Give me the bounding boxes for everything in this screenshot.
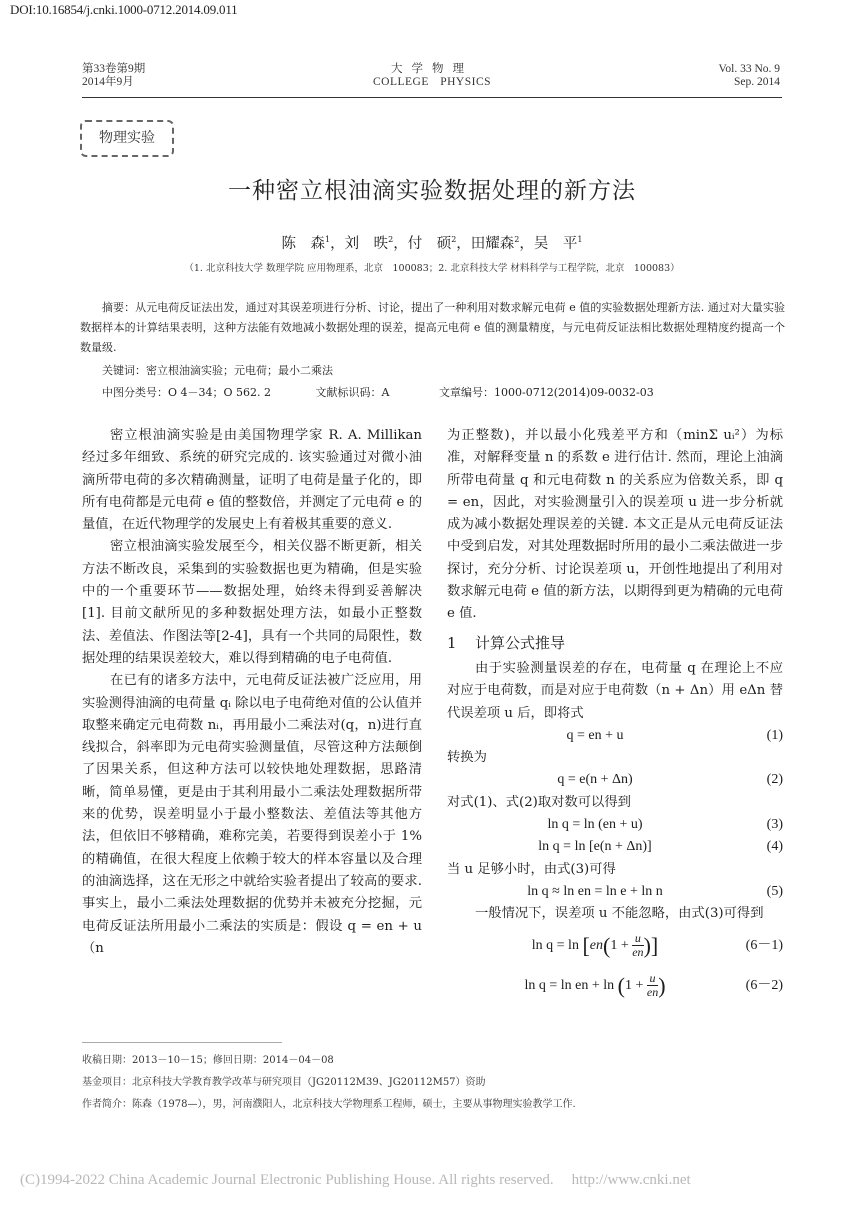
right-column — [447, 425, 783, 1006]
equation-2: q = e(n + Δn) (2) — [447, 769, 783, 791]
issue-info-en — [719, 63, 780, 89]
body-paragraph: 在已有的诸多方法中，元电荷反证法被广泛应用，用实验测得油滴的电荷量 qᵢ 除以电子电荷绝对值的公认值并取整来确定元电荷数 nᵢ，再用最小二乘法对(q，n)进行直线拟合，斜率即为元电荷实验测量值，尽管这种方法颠倒了因果关系，但这种方法可以较快地处理数据，思路清晰，简单易懂，更是由于其利用最小二乘法处理数据所带来的优势，误差明显小于最小整数法、差值法等其他方法，但依旧不够精确，难称完美，若要得到误差小于 1% 的精确值，在很大程度上依赖于较大的样本容量以及合理的油滴选择，这在无形之中就给实验者提出了较高的要求. 事实上，最小二乘法处理数据的优势并未被充分挖掘，元电荷反证法所用最小二乘法的实质是：假设 q = en + u（n — [82, 673, 422, 956]
equation-4: ln q = ln [e(n + Δn)] (4) — [447, 836, 783, 858]
affiliation-mark: 1 — [325, 235, 331, 245]
equation-5: ln q ≈ ln en = ln e + ln n (5) — [447, 881, 783, 903]
copyright-text: (C)1994-2022 China Academic Journal Electronic Publishing House. All rights reserved. — [20, 1172, 554, 1188]
fraction: $\frac{u}{en}$ — [646, 971, 659, 1000]
classification-line — [102, 384, 654, 400]
author-bio: 作者简介：陈森（1978—），男，河南濮阳人，北京科技大学物理系工程师，硕士，主要从事物理实验教学工作. — [82, 1099, 576, 1110]
issue-date-en: Sep. 2014 — [734, 76, 780, 88]
affiliation-mark: 2 — [451, 235, 457, 245]
equation-number: (6－2) — [745, 977, 783, 993]
doi-label: DOI:10.16854/j.cnki.1000-0712.2014.09.011 — [10, 2, 238, 17]
journal-name-cn: 大学物理 — [391, 63, 473, 75]
received-dates: 收稿日期：2013－10－15；修回日期：2014－04－08 — [82, 1055, 334, 1066]
section-title: 计算公式推导 — [475, 633, 566, 652]
journal-name-en: COLLEGE PHYSICS — [372, 76, 492, 88]
affiliation-mark: 2 — [514, 235, 520, 245]
body-text: 对式(1)、式(2)取对数可以得到 — [447, 794, 631, 810]
section-number: 1 — [447, 633, 457, 652]
equation-number: (3) — [766, 817, 783, 833]
volume-issue: 第33卷第9期 — [82, 63, 146, 75]
body-paragraph: 由于实验测量误差的存在，电荷量 q 在理论上不应对应于电荷数，而是对应于电荷数（n + Δn）用 eΔn 替代误差项 u 后，即将式 — [447, 660, 783, 721]
cnki-link[interactable]: http://www.cnki.net — [571, 1172, 691, 1188]
author: 田耀森$^2$ — [470, 235, 520, 252]
body-paragraph: 密立根油滴实验发展至今，相关仪器不断更新，相关方法不断改良，采集到的实验数据也更为精确，但是实验中的一个重要环节——数据处理，始终未得到妥善解决[1]. 目前文献所见的多种数据处理方法，如最小正整数法、差值法、作图法等[2-4]，具有一个共同的局限性，数据处理的结果误差较大，难以得到精确的电子电荷值. — [82, 539, 422, 666]
keywords: 关键词：密立根油滴实验；元电荷；最小二乘法 — [102, 364, 333, 377]
body-text: 当 u 足够小时，由式(3)可得 — [447, 861, 616, 877]
equation-number: (4) — [766, 839, 783, 855]
body-text: 转换为 — [447, 750, 487, 766]
body-text: 一般情况下，误差项 u 不能忽略，由式(3)可得到 — [475, 906, 764, 922]
footnotes — [82, 1050, 576, 1116]
volume-issue-en: Vol. 33 No. 9 — [718, 63, 780, 75]
equation-number: (1) — [766, 727, 783, 743]
left-column — [82, 425, 422, 960]
issue-date: 2014年9月 — [82, 76, 134, 88]
copyright-notice — [20, 1172, 691, 1189]
footnote-rule — [82, 1042, 282, 1043]
document-code: 文献标识码：A — [315, 386, 390, 399]
equation-number: (2) — [766, 772, 783, 788]
equation-6-2: ln q = ln en + ln (1 + $\frac{u}{en}$ ) (6－2) — [447, 966, 783, 1006]
paper-title: 一种密立根油滴实验数据处理的新方法 — [228, 178, 636, 204]
funding: 基金项目：北京科技大学教育教学改革与研究项目（JG20112M39、JG20112M57）资助 — [82, 1077, 486, 1088]
abstract: 摘要：从元电荷反证法出发，通过对其误差项进行分析、讨论，提出了一种利用对数求解元电荷 e 值的实验数据处理新方法. 通过对大量实验数据样本的计算结果表明，这种方法能有效地减小数据处理的误差，提高元电荷 e 值的测量精度，与元电荷反证法相比数据处理精度约提高一个数量级. — [80, 301, 785, 354]
journal-name — [320, 63, 544, 89]
section-heading — [447, 632, 783, 654]
author: 付 硕$^2$ — [407, 235, 457, 252]
equation-3: ln q = ln (en + u) (3) — [447, 814, 783, 836]
equation-number: (6－1) — [745, 937, 783, 953]
equation-1: q = en + u (1) — [447, 725, 783, 747]
issue-info — [82, 63, 145, 89]
author-list: 陈 森$^1$，刘 昳$^2$，付 硕$^2$，田耀森$^2$，吴 平$^1$ — [281, 235, 583, 252]
body-paragraph: 密立根油滴实验是由美国物理学家 R. A. Millikan 经过多年细致、系统的研究完成的. 该实验通过对微小油滴所带电荷的多次精确测量，证明了电荷是量子化的，即所有电荷都是元电荷 e 值的整数倍，并测定了元电荷 e 的量值，在近代物理学的发展史上有着极其重要的意义. — [82, 428, 422, 533]
affiliations: （1. 北京科技大学 数理学院 应用物理系，北京 100083；2. 北京科技大学 材料科学与工程学院，北京 100083） — [184, 263, 680, 274]
author: 刘 昳$^2$ — [344, 235, 394, 252]
equation-6-1: ln q = ln [en(1 + $\frac{u}{en}$ )] (6－1) — [447, 926, 783, 966]
equation-number: (5) — [766, 883, 783, 899]
header-rule — [82, 97, 782, 98]
clc-number: 中图分类号：O 4－34；O 562. 2 — [102, 386, 272, 399]
affiliation-mark: 1 — [577, 235, 583, 245]
fraction: $\frac{u}{en}$ — [632, 931, 644, 960]
section-tag: 物理实验 — [80, 120, 174, 157]
affiliation-mark: 2 — [388, 235, 394, 245]
author: 吴 平$^1$ — [533, 235, 583, 252]
body-paragraph: 为正整数)，并以最小化残差平方和（minΣ uᵢ²）为标准，对解释变量 n 的系数 e 进行估计. 然而，理论上油滴所带电荷量 q 和元电荷数 n 的关系应为倍数关系，即 q = en，因此，对实验测量引入的误差项 u 进一步分析就成为减小数据处理误差的关键. 本文正是从元电荷反证法中受到启发，对其处理数据时所用的最小二乘法做进一步探讨，充分分析、讨论误差项 u，开创性地提出了利用对数求解元电荷 e 值的新方法，以期得到更为精确的元电荷 e 值. — [447, 428, 783, 622]
article-number: 文章编号：1000-0712(2014)09-0032-03 — [439, 386, 654, 399]
author: 陈 森$^1$ — [281, 235, 331, 252]
